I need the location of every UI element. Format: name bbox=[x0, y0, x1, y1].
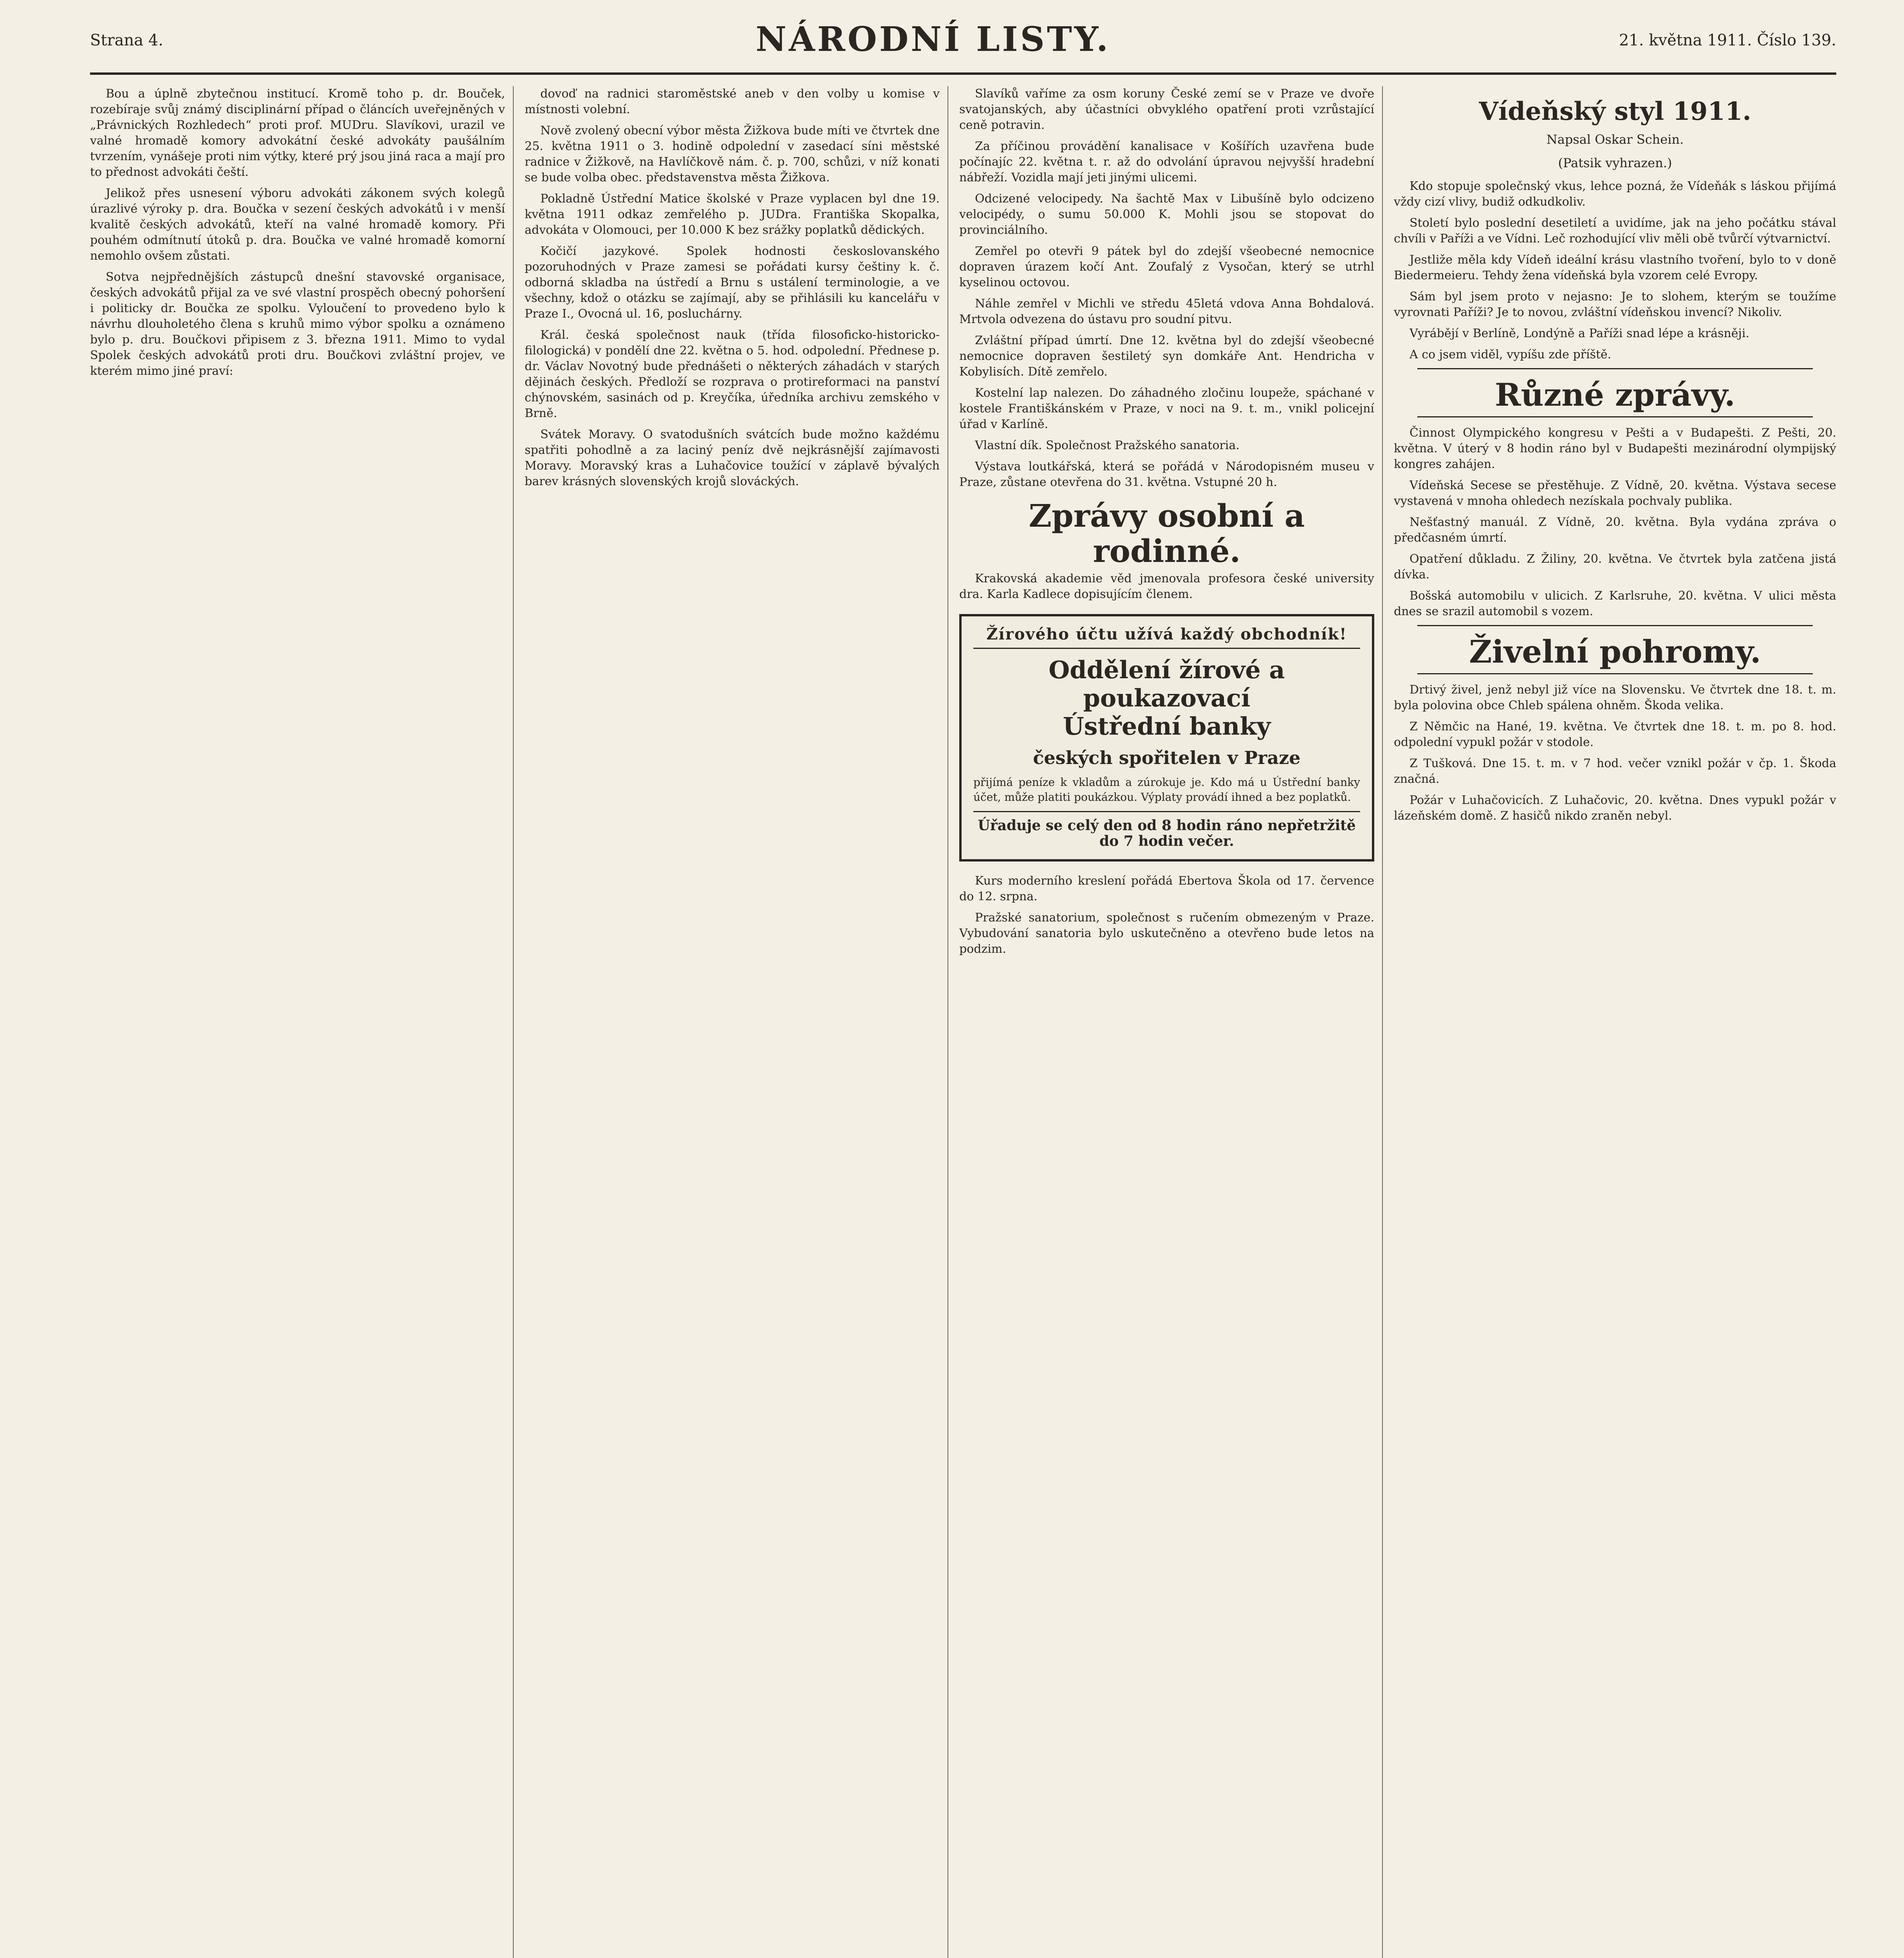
column-divider bbox=[947, 86, 948, 1958]
news-item: Nešťastný manuál. Z Vídně, 20. května. Byla vydána zpráva o předčasném úmrtí. bbox=[1394, 515, 1836, 545]
section-rule bbox=[1417, 673, 1813, 674]
column-1 bbox=[90, 86, 505, 1958]
column-3 bbox=[959, 86, 1374, 1958]
section-rule bbox=[1417, 368, 1813, 369]
ad-title-line2 bbox=[973, 712, 1360, 741]
feuilleton-paragraph: Sám byl jsem proto v nejasno: Je to slohem, kterým se toužíme vyrovnati Paříži? Je to novou, zvláštní vídeňskou invencí? Nikoliv. bbox=[1394, 290, 1836, 319]
feuilleton-title: Vídeňský styl 1911. bbox=[1479, 97, 1751, 126]
masthead: NÁRODNÍ LISTY. bbox=[756, 20, 1111, 59]
news-item: Krakovská akademie věd jmenovala profesora české university dra. Karla Kadlece dopisujícím členem. bbox=[959, 572, 1374, 601]
news-item: Nově zvolený obecní výbor města Žižkova bude míti ve čtvrtek dne 25. května 1911 o 3. hodině odpolední v zasedací síni městské radnice v Žižkově, na Havlíčkově nám. č. p. 700, schůzi, v níž konati se bude volba obec. představenstva města Žižkova. bbox=[525, 124, 940, 184]
news-item: Činnost Olympického kongresu v Pešti a v Budapešti. Z Pešti, 20. května. V úterý v 8 hodin ráno byl v Budapešti mezinárodní olympijský kongres zahájen. bbox=[1394, 426, 1836, 471]
news-item: dovoď na radnici staroměstské aneb v den volby u komise v místnosti volební. bbox=[525, 87, 940, 116]
article-paragraph: Bou a úplně zbytečnou institucí. Kromě toho p. dr. Bouček, rozebíraje svůj známý disciplinární případ o článcích uveřejněných v „Právnických Rozhledech“ proti prof. MUDru. Slavíkovi, urazil ve valné hromadě komory advokátní české advokáty paušálním tvrzením, vynášeje proti nim výtky, které prý jsou jiná raca a mají pro to přednost advokáti čeští. bbox=[90, 87, 505, 179]
header-rule bbox=[90, 72, 1836, 75]
bank-advertisement bbox=[959, 614, 1374, 862]
news-item: Zemřel po otevři 9 pátek byl do zdejší všeobecné nemocnice dopraven úrazem kočí Ant. Zoufalý z Vysočan, který se utrhl kyselinou octovou. bbox=[959, 244, 1374, 289]
column-4 bbox=[1394, 86, 1836, 1958]
news-item: Náhle zemřel v Michli ve středu 45letá vdova Anna Bohdalová. Mrtvola odvezena do ústavu pro soudní pitvu. bbox=[959, 297, 1374, 326]
news-item: Drtivý živel, jenž nebyl již více na Slovensku. Ve čtvrtek dne 18. t. m. byla polovina obce Chleb spálena ohněm. Škoda velika. bbox=[1394, 683, 1836, 712]
article-paragraph: Jelikož přes usnesení výboru advokáti zákonem svých kolegů úrazlivé výroky p. dra. Boučka v sezení českých advokátů i v menší kvalitě českých advokátů, kteří na valné hromadě komory. Při pouhém odmítnutí útoků p. dra. Boučka ve valné hromadě komorní nemohlo ovšem zůstati. bbox=[90, 186, 505, 263]
ad-banner: Žírového účtu užívá každý obchodník! bbox=[973, 627, 1360, 649]
news-item: Z Němčic na Hané, 19. května. Ve čtvrtek dne 18. t. m. po 8. hod. odpolední vypukl požár v stodole. bbox=[1394, 720, 1836, 749]
column-divider bbox=[513, 86, 514, 1958]
ad-footer: Úřaduje se celý den od 8 hodin ráno nepřetržitě do 7 hodin večer. bbox=[973, 811, 1360, 849]
news-item: Vlastní dík. Společnost Pražského sanatoria. bbox=[975, 439, 1240, 452]
news-item: Slavíků vaříme za osm koruny České zemí se v Praze ve dvoře svatojanských, aby účastníci obvyklého opatření proti vzrůstající ceně potravin. bbox=[959, 87, 1374, 132]
news-item: Odcizené velocipedy. Na šachtě Max v Libušíně bylo odcizeno velocipédy, o sumu 50.000 K. Mohli jsou se stopovat do provinciálního. bbox=[959, 192, 1374, 237]
ad-title-text: Ústřední banky bbox=[1063, 712, 1271, 741]
news-item: Svátek Moravy. O svatodušních svátcích bude možno každému spatřiti pohodlně a za laciný peníz dvě nejkrásnější zajímavosti Moravy. Moravský kras a Luhačovice toužící v záplavě bývalých barev krásných slovenských krojů slováckých. bbox=[525, 428, 940, 488]
news-item: Vídeňská Secese se přestěhuje. Z Vídně, 20. května. Výstava secese vystavená v mnoha ohledech nezískala pochvaly publika. bbox=[1394, 479, 1836, 508]
feuilleton-paragraph: Vyrábějí v Berlíně, Londýně a Paříži snad lépe a krásněji. bbox=[1410, 327, 1749, 340]
feuilleton-paragraph: Jestliže měla kdy Vídeň ideální krásu vlastního tvoření, bylo to v doně Biedermeieru. Tehdy žena vídeňská byla vzorem celé Evropy. bbox=[1394, 253, 1836, 282]
page-number: Strana 4. bbox=[90, 31, 163, 49]
news-item: Pokladně Ústřední Matice školské v Praze vyplacen byl dne 19. května 1911 odkaz zemřelého p. JUDra. Františka Skopalka, advokáta v Olomouci, per 10.000 K bez srážky poplatků dědických. bbox=[525, 192, 940, 237]
news-item: Za příčinou provádění kanalisace v Košířích uzavřena bude počínajíc 22. května t. r. až do odvolání úpravou nejvyšší hradební nábřeží. Vozidla mají jeti jinými ulicemi. bbox=[959, 139, 1374, 184]
section-heading-personal: Zprávy osobní a rodinné. bbox=[1029, 497, 1305, 569]
column-2 bbox=[525, 86, 940, 1958]
news-item: Kurs moderního kreslení pořádá Ebertova Škola od 17. července do 12. srpna. bbox=[959, 874, 1374, 903]
news-item: Výstava loutkářská, která se pořádá v Národopisném museu v Praze, zůstane otevřena do 31. května. Vstupné 20 h. bbox=[959, 460, 1374, 489]
column-divider bbox=[1382, 86, 1383, 1958]
feuilleton-paragraph: Kdo stopuje společnský vkus, lehce pozná, že Vídeňák s láskou přijímá vždy cizí vlivy, budiž odkudkoliv. bbox=[1394, 179, 1836, 209]
article-paragraph: Sotva nejpřednějších zástupců dnešní stavovské organisace, českých advokátů přijal za ve své vlastní prospěch obecný pohoršení i politicky dr. Boučka ze spolku. Vyloučení to provedeno bylo k návrhu dlouholetého člena s kruhů mimo výbor spolku a oznámeno bylo p. dru. Boučkovi připisem z 3. března 1911. Mimo to vydal Spolek českých advokátů proti dru. Boučkovi zvláštní projev, ve kterém mimo jiné praví: bbox=[90, 270, 505, 378]
section-rule bbox=[1417, 416, 1813, 417]
section-heading-news: Různé zprávy. bbox=[1495, 376, 1735, 413]
ad-body: přijímá peníze k vkladům a zúrokuje je. Kdo má u Ústřední banky účet, může platiti poukázkou. Výplaty provádí ihned a bez poplatků. bbox=[973, 776, 1360, 804]
feuilleton-paragraph: Století bylo poslední desetiletí a uvidíme, jak na jeho počátku stával chvíli v Paříži a ve Vídni. Leč rozhodující vliv měli obě tvůrčí výtvarnictví. bbox=[1394, 216, 1836, 246]
news-item: Opatření důkladu. Z Žiliny, 20. května. Ve čtvrtek byla zatčena jistá dívka. bbox=[1394, 552, 1836, 582]
news-item: Král. česká společnost nauk (třída filosoficko-historicko-filologická) v pondělí dne 22. května o 5. hod. odpolední. Přednese p. dr. Václav Novotný bude přednášeti o některých záhadách v starých dějinách českých. Předloží se rozprava o protireformaci na panství chýnovském, sasinách od p. Kreyčíka, úředníka archivu zemského v Brně. bbox=[525, 328, 940, 420]
news-item: Kostelní lap nalezen. Do záhadného zločinu loupeže, spáchané v kostele Františkánském v Praze, v noci na 9. t. m., vnikl policejní úřad v Karlíně. bbox=[959, 386, 1374, 431]
feuilleton-signoff: A co jsem viděl, vypíšu zde příště. bbox=[1410, 348, 1612, 361]
news-item: Pražské sanatorium, společnost s ručením obmezeným v Praze. Vybudování sanatoria bylo uskutečněno a otevřeno bude letos na podzim. bbox=[959, 911, 1374, 956]
section-rule bbox=[1417, 625, 1813, 626]
ad-title-line1: Oddělení žírové a poukazovací bbox=[1049, 656, 1285, 712]
feuilleton-note: (Patsik vyhrazen.) bbox=[1558, 155, 1672, 170]
news-item: Kočičí jazykové. Spolek hodnosti českoslovanského pozoruhodných v Praze zamesi se pořádati kursy češtiny k. č. odborná skladba na ústředí a Brnu s ustálení terminologie, a ve všechny, kdož o otázku se zajímají, aby se přihlásili ku kancelářu v Praze I., Ovocná ul. 16, posluchárny. bbox=[525, 244, 940, 321]
news-item: Bošská automobilu v ulicich. Z Karlsruhe, 20. května. V ulici města dnes se srazil automobil s vozem. bbox=[1394, 589, 1836, 618]
issue-date: 21. května 1911. Číslo 139. bbox=[1619, 31, 1836, 49]
news-item: Z Tušková. Dne 15. t. m. v 7 hod. večer vznikl požár v čp. 1. Škoda značná. bbox=[1394, 757, 1836, 786]
ad-title-line3: českých spořitelen v Praze bbox=[1033, 747, 1301, 768]
news-item: Požár v Luhačovicích. Z Luhačovic, 20. května. Dnes vypukl požár v lázeňském domě. Z hasičů nikdo zraněn nebyl. bbox=[1394, 793, 1836, 823]
section-heading-disasters: Živelní pohromy. bbox=[1469, 633, 1761, 670]
page-header bbox=[90, 16, 1836, 74]
news-item: Zvláštní případ úmrtí. Dne 12. května byl do zdejší všeobecné nemocnice dopraven šestiletý syn domkáře Ant. Hendricha v Kobylisích. Dítě zemřelo. bbox=[959, 334, 1374, 379]
feuilleton-author: Napsal Oskar Schein. bbox=[1546, 132, 1684, 147]
